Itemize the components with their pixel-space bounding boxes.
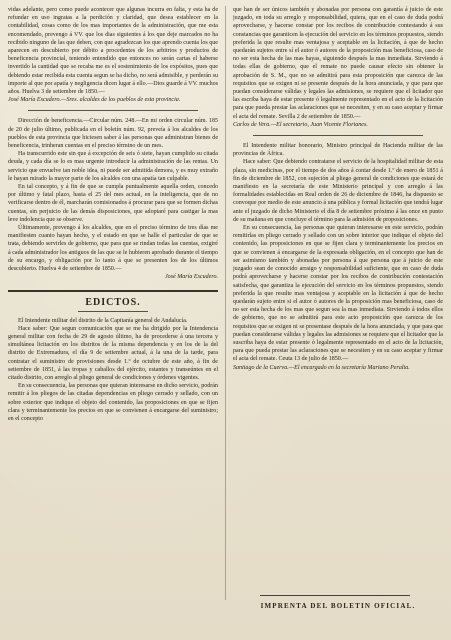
paragraph: que han de ser únicos también y abonadas por persona con garantía á juicio de este juzgado, en toda su arreglo y responsabilidad, quiera, que en el caso de duda podrá aprovecharse, y hacerse constar por los recibos de contribución contestando á sus constancias que garanticen la ejecución del servicio en los términos propuestos, siendo preferida la que resulte mas ventajosa y aceptable en la licitación, á que de hecho quedarán sujetos entre sí el autor ó autores de la proposición mas beneficiosa, caso de no ser esta hecha de las mas hayas, siguiendo después la mas inmediata. Sirviendo á todas ellas de gobierno, que el remate no puede causar efecto sin obtener la aprobación de S. M., que no se admitirá para esta proposición que carezca de las requisitos que se exigen ni se presente después de la hora anunciada, y que para que puedan considerarse válidas y legales las admisiones, se requiere que el licitador que las escriba haya de estar presente ó legalmente representado en el acto de la licitación para que pueda prestar las aclaraciones que se necesiten, y en su caso aceptar y firmar el acta del remate. Sevilla 2 de setiembre de 1850.—: [233, 7, 443, 120]
paragraph: Últimamente, prevengo á los alcaldes, que en el preciso término de tres días me manifiesten cuanto hayan hecho, y el estado en que se halle el particular de que se trata, debiendo servirles de gobierno, que para que se rindan todas las cuentas, exigiré á cada administrador los antiguos de las que se le hubieren aprobado durante el tiempo de su encargo, y obligación por lo tanto á que se presenten los de los últimos descubierto. Huelva 4 de setiembre de 1850.—: [8, 225, 218, 273]
signature: José María Escudero.—Sres. alcaldes de los pueblos de esta provincia.: [8, 97, 181, 104]
column-divider: [225, 6, 226, 600]
section-heading-edictos: EDICTOS.: [85, 296, 141, 308]
right-column: [233, 6, 443, 592]
paragraph: En tal concepto, y á fin de que se cumpla puntualmente aquella orden, concedo por último y fatal plazo, hasta el 25 del mes actual, en la inteligencia, que de no verificarse dentro de él, marcharán comisionados á procurar para que se formen dichas cuentas, sin perjuicio de las demás disposiciones, que adoptaré para castigar la mas leve indolencia que se observe.: [8, 184, 218, 223]
section-rule: [8, 290, 218, 292]
paragraph: vidas adelante, pero como puede acontecer que algunas incurra en falta, y esta ha de refundar en uso ingratas a la perdición y claridad, que desea establecer en la contabilidad, cosas como de los mas importantes de la administración, que me esta encomendado, prevengo á VV. que los dias siguientes á los que deje marcados no ha recibido ninguno de las que deben, con que agradezcan los que aprendo cuenta los que aparecen en descubierto por débito a procedentes de los arbitrios y productos de beneficencia provincial, teniendo entendido que entonces no serán cartas el haberse invertido la cantidad que se recaba me es el sostenimiento de los expósitos, pues que debiendo estar recibida esta cuenta segun se ha dicho, no será admisible, y perderán su importe al que por apatía y negligencia dicen lugar á ello.—Dios guarde á VV. muchos años. Huelva 3 de setiembre de 1850.—: [8, 7, 218, 96]
paragraph: Hace saber: Que debiendo contratarse el servicio de la hospitalidad militar de esta plaza, sin medicinas, por el tiempo de dos años á contar desde 1.º de enero de 1851 á fin de diciembre de 1852, con sujeción al pliego general de condiciones que estará de manifiesto en la secretaría de este Ministerio principal y con arreglo á las formalidades establecidas en Real orden de 26 de diciembre de 1846, ha dispuesto se convoque por medio de este anuncio á una pública y formal licitación que tendrá lugar ante el juzgado de dicho Ministerio el día 8 de setiembre próximo á las once en punto de su mañana en que concluye el término para la admisión de proposiciones.: [233, 159, 443, 223]
separator-rule: [253, 135, 423, 136]
separator-rule: [78, 311, 148, 312]
signature: José María Escudero.: [164, 274, 218, 281]
signature: Santiago de la Cuerva.—El encargado en la secretaría Mariano Peralta.: [233, 364, 410, 371]
paragraph: Ha transcurrido este sin que á excepción de seis ó siete, hayan cumplido su citada deuda, y cada día se lo es mas urgente introducir la administración de las rentas. Un servicio que envuelve tan noble idea, ni puede ser admitida demora, y es muy extraño le hayan mirado la mayor parte de los alcaldes con una apatía tan culpable.: [8, 151, 218, 182]
left-column: [8, 6, 218, 634]
paragraph: El Intendente militar del distrito de la Capitanía general de Andalucía.: [18, 317, 188, 324]
separator-rule: [28, 110, 198, 111]
paragraph: En su consecuencia, las personas que quieran interesarse en este servicio, podrán remitirlas en pliego cerrado y sellado con un sobre interior que indique el objeto del contenido, las proposiciones en que se fijen clara y terminantemente los precios en que se convienen á encargarse de la expresada obligación, en el concepto que han de ser asimismo también y abonadas por persona á que persona que á juicio de este juzgado sean de conocido arraigo y responsabilidad suficiente, que en caso de duda podrá aprovecharse y hacerse constar por los recibos de contribución contestación satisfecha, que garantiza la ejecución del servicio en los términos propuestos, siendo preferida la que resulte mas ventajosa y aceptable en la licitación á que de hecho quedarán sujeto entre si el autor ó autores de la proposición mas beneficiosa, caso de no ser esta hecha de los mas que segun sea la mas inmediata. Sirviendo á todos ellos de gobierno, que no se admitirá para este acto proposición que carezca de los requisitos que se exigen ni se presentase después de la hora anunciada, y que para que puedan considerarse válidas y legales las admisiones se requiere que el licitador que la suscriba haya de estar presente ó legalmente representado en el acto de la licitación, para que pueda prestar las aclaraciones que se necesiten y en su caso aceptar y firmar el acta del remate. Ceuta 13 de julio de 1850.—: [233, 225, 443, 363]
paragraph: Hace saber: Que segun comunicación que se me ha dirigido por la Intendencia general militar con fecha de 29 de agosto último, ha de procederse á una tercera y simultánea licitación en los distritos de la misma dependencia y en los de la del distrito de Extremadura, el día 9 de setiembre actual, á la una de la tarde, para contratar el suministro de provisiones desde 1.º de octubre de este año, á fin de setiembre de 1851, á las tropas y caballos del ejército, estantes y transeúntes en el citado distrito, con arreglo al pliego general de condiciones y órdenes vigentes.: [8, 325, 218, 381]
paragraph: Dirección de beneficencia.—Circular núm. 248.—En mi orden circular núm. 185 de 20 de julio último, publicada en el boletín núm. 92, preveía á los alcaldes de los pueblos de esta provincia que hiciesen saber á las personas que administran bienes de beneficencia, trinheran cuentas en el preciso término de un mes.: [8, 118, 218, 150]
footer-rule: [260, 595, 410, 596]
signature: Carlos de Vera.—El secretario, Juan Vicente Florianes.: [233, 121, 368, 128]
printer-imprint: IMPRENTA DEL BOLETIN OFICIAL.: [260, 602, 416, 610]
paragraph: En su consecuencia, las personas que quieran interesarse en dicho servicio, podrán remitir á los pliegos de las citadas dependencias en pliego cerrado y sellado, con un sobre exterior que indique el objeto del contenido, las proposiciones en que se fijen clara y terminantemente los precios en que se convienen á encargarse del suministro; en el concepto: [8, 383, 218, 422]
paragraph: El Intendente militar honorario, Ministro principal de Hacienda militar de las provincias de África.: [233, 143, 443, 158]
